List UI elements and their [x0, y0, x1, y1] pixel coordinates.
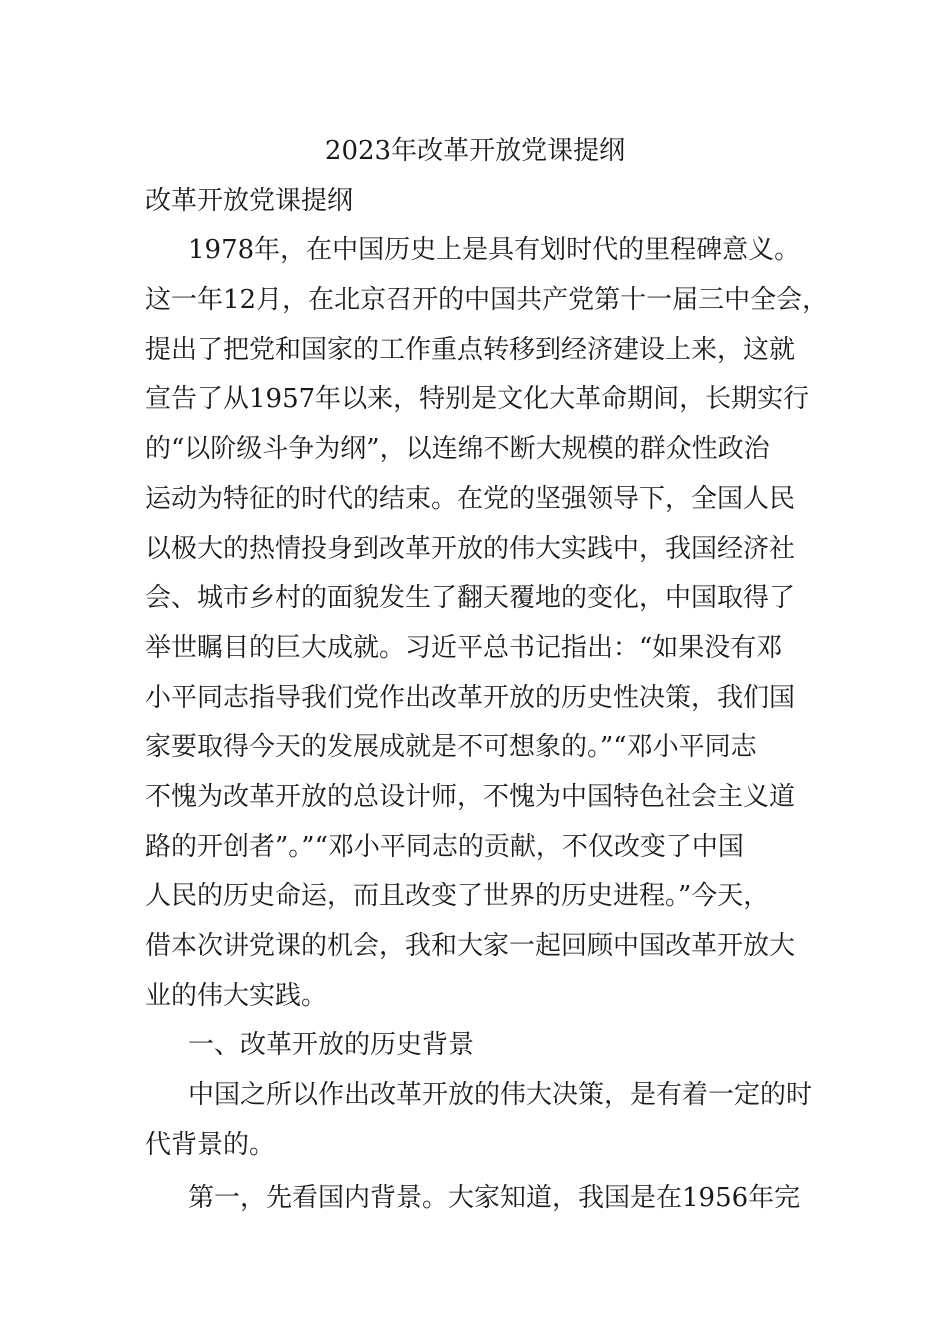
paragraph-line: 借本次讲党课的机会，我和大家一起回顾中国改革开放大 — [145, 931, 796, 961]
document-title: 2023年改革开放党课提纲 — [324, 136, 626, 166]
paragraph-line: 这一年12月，在北京召开的中国共产党第十一届三中全会， — [145, 285, 829, 315]
paragraph-line: 小平同志指导我们党作出改革开放的历史性决策，我们国 — [145, 683, 796, 713]
paragraph-line: 宣告了从1957年以来，特别是文化大革命期间，长期实行 — [145, 384, 810, 414]
paragraph-line: 中国之所以作出改革开放的伟大决策，是有着一定的时 — [188, 1080, 813, 1110]
paragraph-line: 提出了把党和国家的工作重点转移到经济建设上来，这就 — [145, 335, 796, 365]
section-heading: 一、改革开放的历史背景 — [188, 1030, 475, 1060]
paragraph-line: 家要取得今天的发展成就是不可想象的。”“邓小平同志 — [145, 732, 757, 762]
section-heading: 改革开放党课提纲 — [145, 186, 354, 216]
paragraph-line: 不愧为改革开放的总设计师，不愧为中国特色社会主义道 — [145, 782, 796, 812]
paragraph-line: 举世瞩目的巨大成就。习近平总书记指出：“如果没有邓 — [145, 633, 783, 663]
paragraph-line: 的“以阶级斗争为纲”，以连绵不断大规模的群众性政治 — [145, 434, 770, 464]
paragraph-line: 运动为特征的时代的结束。在党的坚强领导下，全国人民 — [145, 484, 796, 514]
paragraph-line: 代背景的。 — [145, 1130, 276, 1160]
paragraph-line: 第一，先看国内背景。大家知道，我国是在1956年完 — [188, 1183, 801, 1213]
paragraph-line: 人民的历史命运，而且改变了世界的历史进程。”今天， — [145, 881, 770, 911]
paragraph-line: 路的开创者”。”“邓小平同志的贡献，不仅改变了中国 — [145, 832, 744, 862]
paragraph-line: 会、城市乡村的面貌发生了翻天覆地的变化，中国取得了 — [145, 583, 796, 613]
paragraph-line: 以极大的热情投身到改革开放的伟大实践中，我国经济社 — [145, 534, 796, 564]
paragraph-line: 1978年，在中国历史上是具有划时代的里程碑意义。 — [188, 235, 801, 265]
paragraph-line: 业的伟大实践。 — [145, 981, 328, 1011]
